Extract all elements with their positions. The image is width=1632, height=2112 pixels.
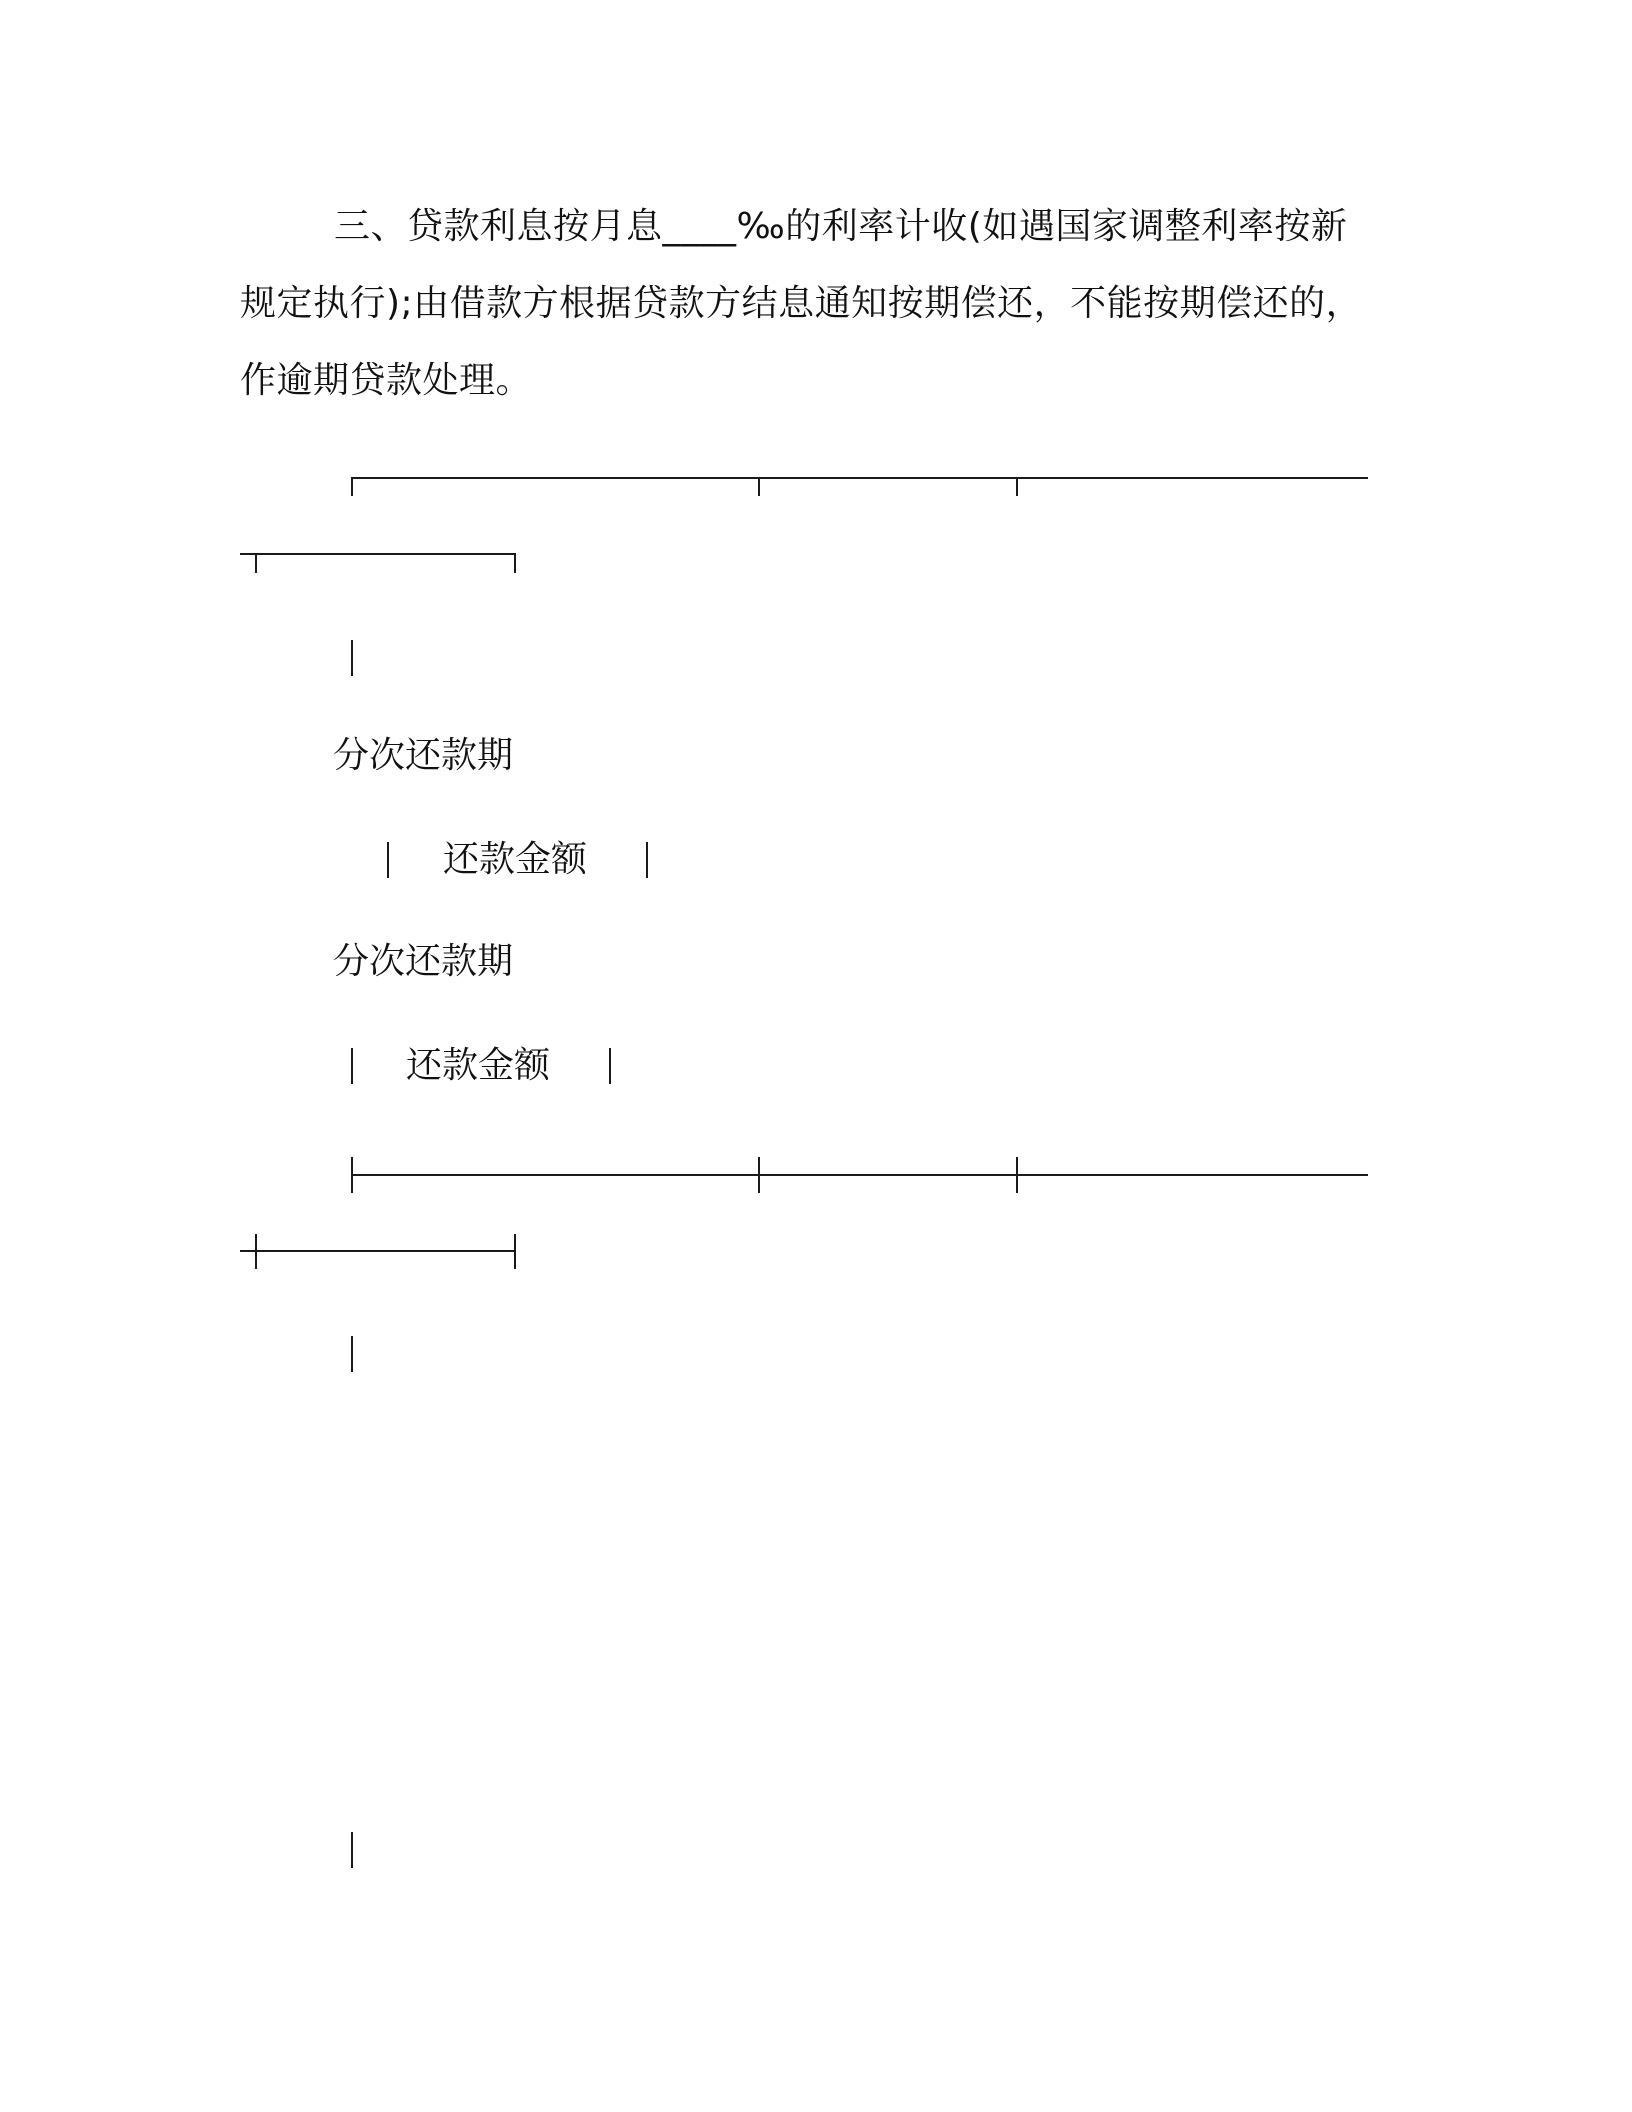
table-cell-divider xyxy=(646,842,648,878)
table-cell-divider xyxy=(351,1832,353,1868)
table-border-tick xyxy=(514,1234,516,1269)
table-border-middle xyxy=(352,1174,1368,1176)
installment-period-label: 分次还款期 xyxy=(333,735,514,776)
repayment-amount-label: 还款金额 xyxy=(406,1045,551,1086)
table-border-segment xyxy=(240,1250,515,1252)
repayment-amount-label: 还款金额 xyxy=(443,839,588,880)
table-cell-divider xyxy=(609,1048,611,1084)
table-border-tick xyxy=(351,1157,353,1193)
table-border-tick xyxy=(351,477,353,496)
table-border-segment xyxy=(240,553,515,555)
table-border-tick xyxy=(255,1234,257,1269)
table-cell-divider xyxy=(387,842,389,878)
table-border-tick xyxy=(255,553,257,573)
installment-period-label: 分次还款期 xyxy=(333,941,514,982)
clause-line-2: 规定执行);由借款方根据贷款方结息通知按期偿还，不能按期偿还的， xyxy=(240,283,1363,324)
table-cell-divider xyxy=(351,1336,353,1372)
table-border-tick xyxy=(514,553,516,573)
clause-paragraph xyxy=(240,188,1370,419)
clause-line-1 xyxy=(240,188,1370,265)
table-border-tick xyxy=(1016,477,1018,496)
table-border-top xyxy=(352,477,1368,479)
clause-line-1-text: 三、贷款利息按月息____‰的利率计收(如遇国家调整利率按新 xyxy=(334,206,1348,247)
table-border-tick xyxy=(1016,1157,1018,1193)
table-cell-divider xyxy=(351,1048,353,1084)
table-border-tick xyxy=(758,477,760,496)
clause-line-3: 作逾期贷款处理。 xyxy=(240,360,533,401)
table-cell-divider xyxy=(351,640,353,676)
table-border-tick xyxy=(758,1157,760,1193)
